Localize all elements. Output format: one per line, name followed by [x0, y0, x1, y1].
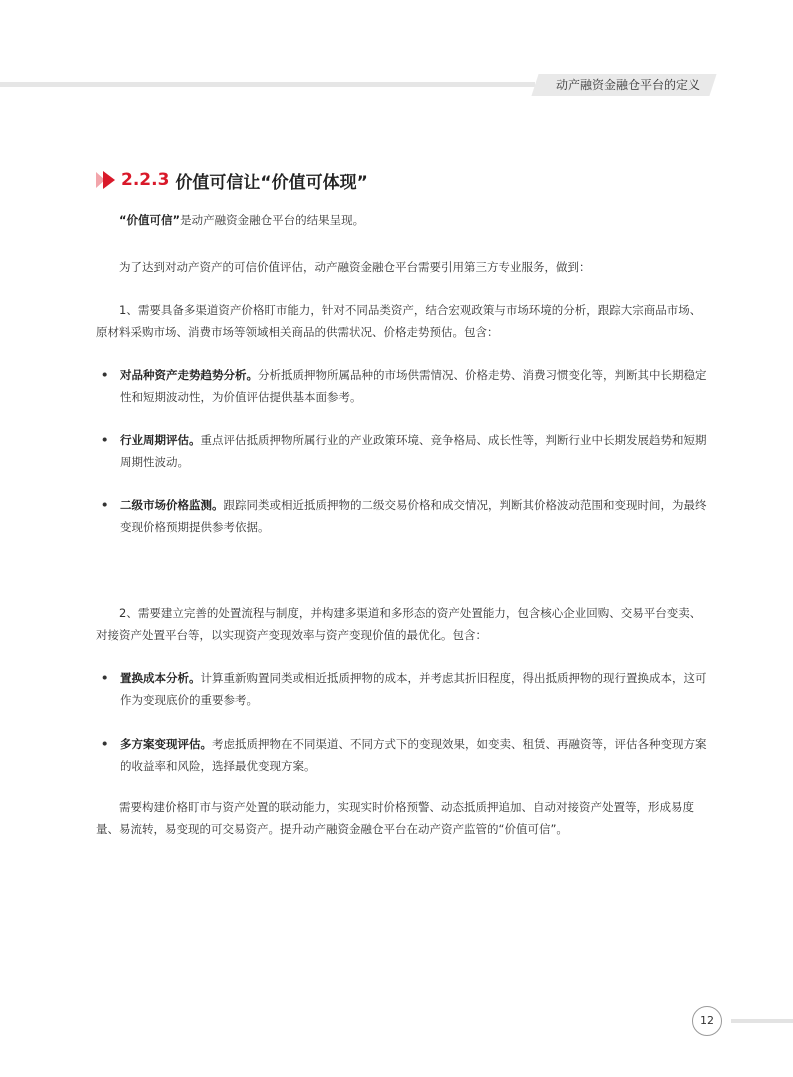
list-item-lead: 对品种资产走势趋势分析。 [120, 368, 258, 382]
list-item-text: 分析抵质押物所属品种的市场供需情况、价格走势、消费习惯变化等，判断其中长期稳定性和短期波动性，为价值评估提供基本面参考。 [120, 368, 707, 404]
list-item [96, 733, 708, 777]
list-item-text: 重点评估抵质押物所属行业的产业政策环境、竞争格局、成长性等，判断行业中长期发展趋势和短期周期性波动。 [120, 433, 707, 469]
paragraph-intro [96, 209, 706, 231]
paragraph-conclusion: 需要构建价格盯市与资产处置的联动能力，实现实时价格预警、动态抵质押追加、自动对接资产处置等，形成易度量、易流转，易变现的可交易资产。提升动产融资金融仓平台在动产资产监管的“价值可信”。 [96, 800, 694, 836]
paragraph-point-2: 2、需要建立完善的处置流程与制度，并构建多渠道和多形态的资产处置能力，包含核心企业回购、交易平台变卖、对接资产处置平台等，以实现资产变现效率与资产变现价值的最优化。包含： [96, 606, 702, 642]
list-item [96, 429, 708, 473]
list-item [96, 667, 708, 711]
header-rule [0, 82, 535, 87]
paragraph-purpose: 为了达到对动产资产的可信价值评估，动产融资金融仓平台需要引用第三方专业服务，做到： [119, 260, 591, 274]
list-item [96, 364, 708, 408]
page-number: 12 [692, 1006, 722, 1036]
footer-rule [731, 1019, 793, 1023]
heading-arrow-icon [96, 170, 118, 190]
list-item-lead: 多方案变现评估。 [120, 737, 212, 751]
bullet-dot: • [101, 433, 109, 447]
section-number: 2.2.3 [121, 170, 170, 190]
list-item [96, 494, 708, 538]
list-item-lead: 置换成本分析。 [120, 671, 201, 685]
bullet-dot: • [101, 737, 109, 751]
section-heading [96, 166, 368, 194]
paragraph-point-1: 1、需要具备多渠道资产价格盯市能力，针对不同品类资产，结合宏观政策与市场环境的分析，跟踪大宗商品市场、原材料采购市场、消费市场等领域相关商品的供需状况、价格走势预估。包含： [96, 303, 702, 339]
list-item-lead: 行业周期评估。 [120, 433, 201, 447]
list-item-text: 跟踪同类或相近抵质押物的二级交易价格和成交情况，判断其价格波动范围和变现时间，为最终变现价格预期提供参考依据。 [120, 498, 707, 534]
list-item-text: 计算重新购置同类或相近抵质押物的成本，并考虑其折旧程度，得出抵质押物的现行置换成本，这可作为变现底价的重要参考。 [120, 671, 707, 707]
paragraph-intro-lead: “价值可信” [119, 213, 181, 227]
bullet-dot: • [101, 368, 109, 382]
bullet-dot: • [101, 671, 109, 685]
section-title: 价值可信让“价值可体现” [175, 172, 368, 193]
chapter-title: 动产融资金融仓平台的定义 [555, 78, 700, 92]
list-item-text: 考虑抵质押物在不同渠道、不同方式下的变现效果，如变卖、租赁、再融资等，评估各种变现方案的收益率和风险，选择最优变现方案。 [120, 737, 707, 773]
paragraph-intro-text: 是动产融资金融仓平台的结果呈现。 [180, 213, 365, 227]
bullet-dot: • [101, 498, 109, 512]
list-item-lead: 二级市场价格监测。 [120, 498, 224, 512]
